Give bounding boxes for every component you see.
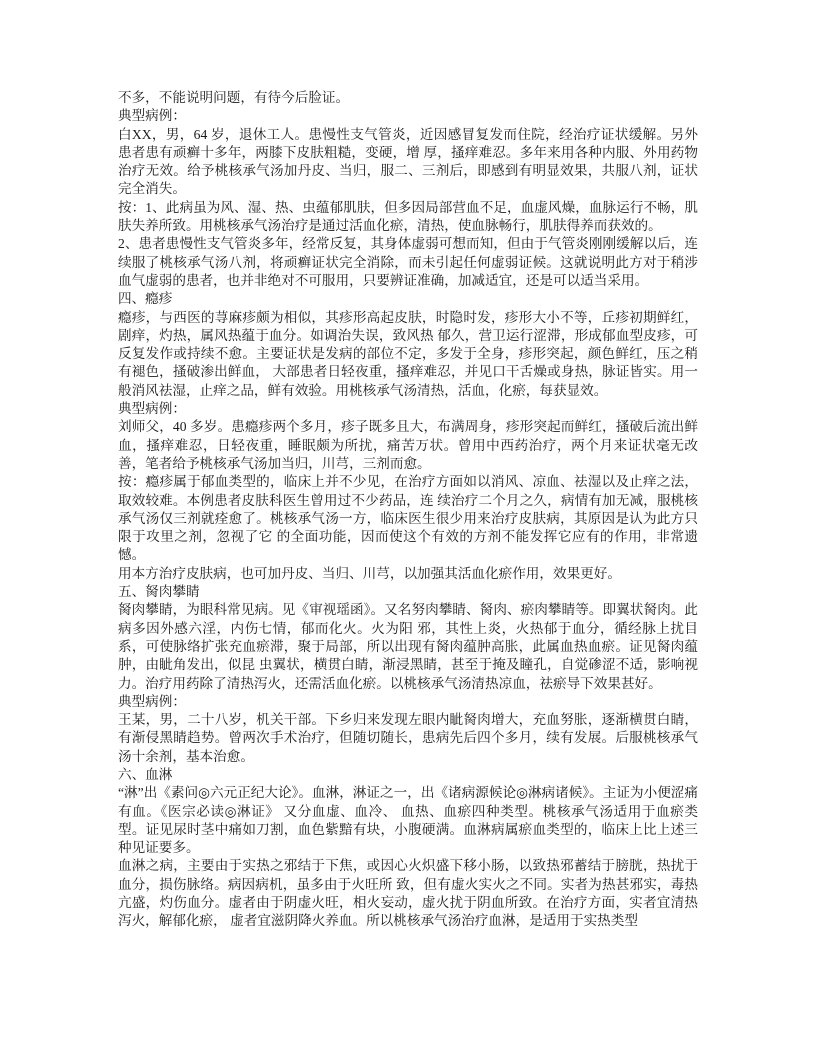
document-body (118, 89, 698, 931)
case-label: 典型病例： (118, 108, 186, 124)
paragraph: 不多，不能说明问题，有待今后脸证。 (118, 90, 350, 105)
paragraph: 刘师父，40 多岁。患瘾疹两个多月，疹子既多且大，布满周身，疹形突起而鲜红，搔破后流出鲜血，搔痒难忍，日轻夜重，睡眠颇为所扰，痛苦万状。曾用中西药治疗，两个月来证状毫无改善，笔者给予桃核承气汤加当归，川芎，三剂而愈。 (118, 419, 698, 471)
case-label: 典型病例： (118, 693, 186, 709)
paragraph: 瘾疹，与西医的荨麻疹颇为相似，其疹形高起皮肤，时隐时发，疹形大小不等，丘疹初期鲜红，剧痒，灼热，属风热蕴于血分。如调治失误，致风热 郁久，营卫运行涩滞，形成郁血型皮疹，可反复发作或持续不愈。主要证状是发病的部位不定，多发于全身，疹形突起，颜色鲜红，压之稍有褪色，搔破渗出鲜血， 大部患者日轻夜重，搔痒难忍，并见口干舌燥或身热，脉证皆实。用一般消风祛湿，止痒之品，鲜有效验。用桃核承气汤清热，活血，化瘀，每获显效。 (118, 309, 698, 398)
section-heading: 四、瘾疹 (118, 291, 173, 307)
paragraph: 胬肉攀睛，为眼科常见病。见《审视瑶函》。又名努肉攀睛、胬肉、瘀肉攀睛等。即翼状胬肉。此病多因外感六淫，内伤七情，郁而化火。火为阳 邪，其性上炎，火热郁于血分，循经脉上扰目系，可使脉络扩张充血瘀滞，聚于局部，所以出现有胬肉蕴肿高胀，此属血热血瘀。证见胬肉蕴肿，由眦角发出，似昆 虫翼状，横贯白睛，渐浸黑睛，甚至于掩及瞳孔，自觉碜涩不适，影响视力。治疗用药除了清热泻火，还需活血化瘀。以桃核承气汤清热凉血，祛瘀导下效果甚好。 (118, 602, 698, 691)
section-heading: 五、胬肉攀睛 (118, 584, 200, 600)
paragraph: 王某，男，二十八岁，机关干部。下乡归来发现左眼内眦胬肉增大，充血努胀，逐渐横贯白睛，有渐侵黑睛趋势。曾两次手术治疗，但随切随长，患病先后四个多月，续有发展。后服桃核承气汤十余剂，基本治愈。 (118, 712, 698, 764)
section-heading: 六、血淋 (118, 766, 173, 782)
paragraph: “淋”出《素问◎六元正纪大论》。血淋，淋证之一，出《诸病源候论◎淋病诸候》。主证为小便涩痛有血。《医宗必读◎淋证》 又分血虚、血冷、 血热、血瘀四种类型。桃核承气汤适用于血瘀类型。证见尿时茎中痛如刀割，血色紫黯有块，小腹硬满。血淋病属瘀血类型的，临床上比上述三种见证要多。 (118, 785, 698, 856)
case-label: 典型病例： (118, 401, 186, 417)
paragraph: 血淋之病，主要由于实热之邪结于下焦，或因心火炽盛下移小肠，以致热邪蓄结于膀胱，热扰于血分，损伤脉络。病因病机，虽多由于火旺所 致，但有虚火实火之不同。实者为热甚邪实，毒热亢盛，灼伤血分。虚者由于阴虚火旺，相火妄动，虚火扰于阴血所致。在治疗方面，实者宜清热泻火，解郁化瘀， 虚者宜滋阴降火养血。所以桃核承气汤治疗血淋，是适用于实热类型 (118, 858, 698, 929)
paragraph: 2、患者患慢性支气管炎多年，经常反复，其身体虚弱可想而知，但由于气管炎刚刚缓解以后，连续服了桃核承气汤八剂，将顽癣证状完全消除，而未引起任何虚弱证候。这就说明此方对于稍涉血气虚弱的患者，也并非绝对不可服用，只要辨证准确，加减适宜，还是可以适当采用。 (118, 236, 698, 288)
paragraph: 按：瘾疹属于郁血类型的，临床上并不少见，在治疗方面如以消风、凉血、祛湿以及止痒之法，取效较难。本例患者皮肤科医生曾用过不少药品，连 续治疗二个月之久，病情有加无减，服桃核承气汤仅三剂就痊愈了。桃核承气汤一方，临床医生很少用来治疗皮肤病，其原因是认为此方只限于攻里之剂，忽视了它 的全面功能，因而使这个有效的方剂不能发挥它应有的作用，非常遗憾。 (118, 474, 698, 563)
paragraph: 按：1、此病虽为风、湿、热、虫蕴郁肌肤，但多因局部营血不足，血虚风燥，血脉运行不畅，肌肤失养所致。用桃核承气汤治疗是通过活血化瘀，清热，使血脉畅行，肌肤得养而获效的。 (118, 199, 698, 234)
paragraph: 用本方治疗皮肤病，也可加丹皮、当归、川芎，以加强其活血化瘀作用，效果更好。 (118, 565, 621, 581)
paragraph: 白XX，男，64 岁，退休工人。患慢性支气管炎，近因感冒复发而住院，经治疗证状缓解。另外患者患有顽癣十多年，两膝下皮肤粗糙，变硬，增 厚，搔痒难忍。多年来用各种内服、外用药物治疗无效。给予桃核承气汤加丹皮、当归，服二、三剂后，即感到有明显效果，共服八剂，证状完全消失。 (118, 126, 698, 197)
